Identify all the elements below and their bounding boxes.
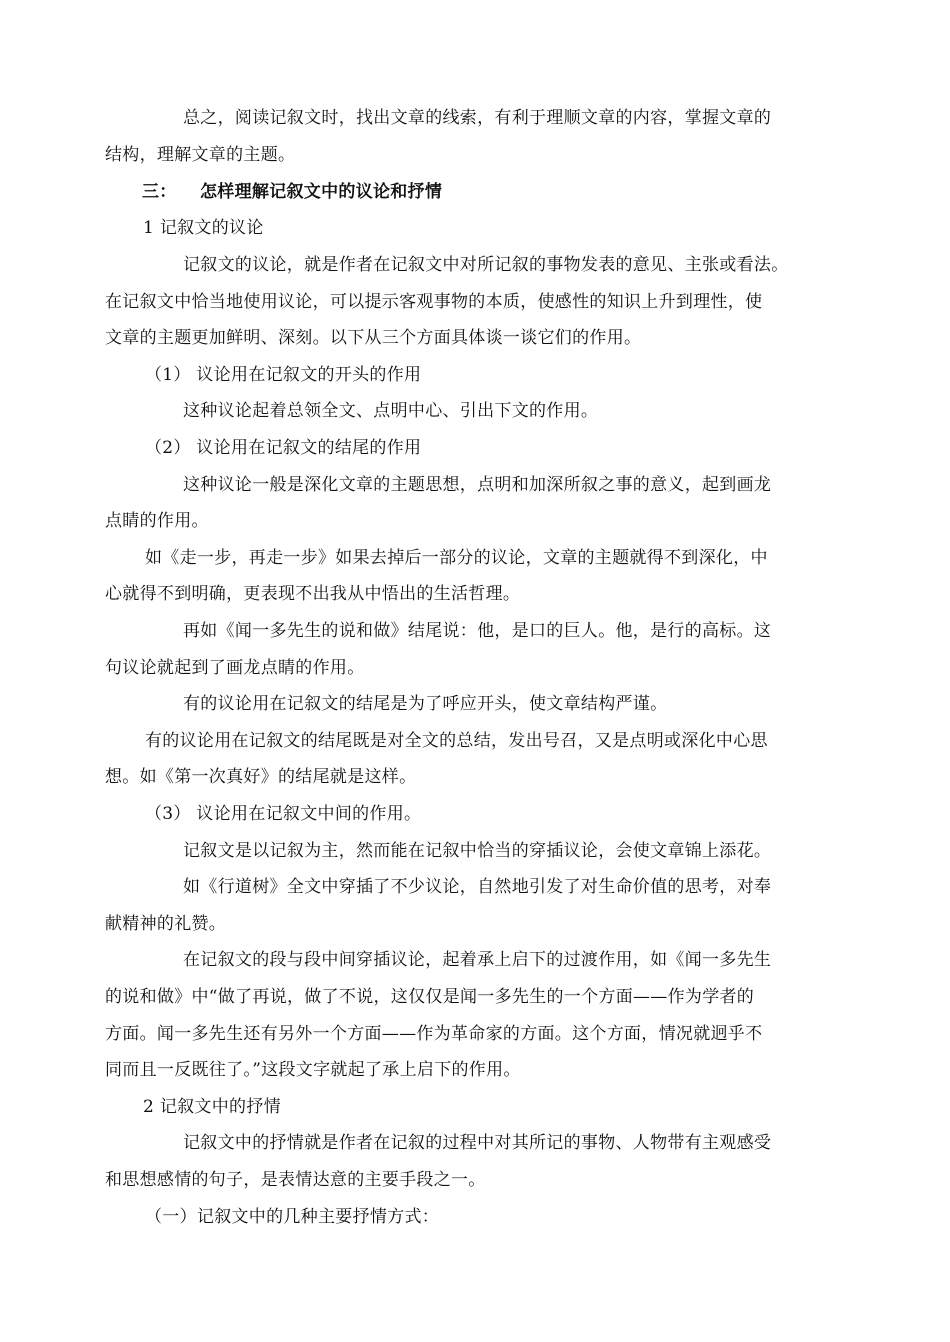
text-line: 记叙文是以记叙为主，然而能在记叙中恰当的穿插议论，会使文章锦上添花。	[183, 841, 772, 861]
text-line: 结构，理解文章的主题。	[105, 145, 296, 165]
text-line: 如《走一步，再走一步》如果去掉后一部分的议论，文章的主题就得不到深化，中	[145, 548, 768, 568]
text-line: 句议论就起到了画龙点睛的作用。	[105, 658, 365, 678]
text-line: 这种议论起着总领全文、点明中心、引出下文的作用。	[183, 401, 599, 421]
text-line: 献精神的礼赞。	[105, 914, 227, 934]
text-line: 文章的主题更加鲜明、深刻。以下从三个方面具体谈一谈它们的作用。	[105, 328, 642, 348]
text-line: 有的议论用在记叙文的结尾是为了呼应开头，使文章结构严谨。	[183, 694, 668, 714]
text-line: 记叙文的议论，就是作者在记叙文中对所记叙的事物发表的意见、主张或看法。	[183, 255, 789, 275]
point-heading: （一）记叙文中的几种主要抒情方式：	[145, 1207, 440, 1227]
text-line: 总之，阅读记叙文时，找出文章的线索，有利于理顺文章的内容，掌握文章的	[183, 108, 772, 128]
text-line: 和思想感情的句子，是表情达意的主要手段之一。	[105, 1170, 486, 1190]
subsection-heading: 1 记叙文的议论	[143, 218, 264, 238]
text-line: 在记叙文中恰当地使用议论，可以提示客观事物的本质，使感性的知识上升到理性，使	[105, 292, 763, 312]
point-heading: （2） 议论用在记叙文的结尾的作用	[145, 438, 422, 458]
text-line: 的说和做》中“做了再说，做了不说，这仅仅是闻一多先生的一个方面——作为学者的	[105, 987, 755, 1007]
text-line: 在记叙文的段与段中间穿插议论，起着承上启下的过渡作用，如《闻一多先生	[183, 950, 772, 970]
text-line: 心就得不到明确，更表现不出我从中悟出的生活哲理。	[105, 584, 521, 604]
text-line: 方面。闻一多先生还有另外一个方面——作为革命家的方面。这个方面，情况就迥乎不	[105, 1024, 763, 1044]
section-heading: 怎样理解记叙文中的议论和抒情	[200, 182, 443, 202]
text-line: 记叙文中的抒情就是作者在记叙的过程中对其所记的事物、人物带有主观感受	[183, 1133, 772, 1153]
text-line: 有的议论用在记叙文的结尾既是对全文的总结，发出号召，又是点明或深化中心思	[145, 731, 768, 751]
section-number: 三：	[142, 182, 177, 202]
text-line: 如《行道树》全文中穿插了不少议论，自然地引发了对生命价值的思考，对奉	[183, 877, 772, 897]
text-line: 同而且一反既往了。”这段文字就起了承上启下的作用。	[105, 1060, 521, 1080]
text-line: 这种议论一般是深化文章的主题思想，点明和加深所叙之事的意义，起到画龙	[183, 475, 772, 495]
subsection-heading: 2 记叙文中的抒情	[143, 1097, 281, 1117]
text-line: 想。如《第一次真好》的结尾就是这样。	[105, 767, 417, 787]
text-line: 再如《闻一多先生的说和做》结尾说：他，是口的巨人。他，是行的高标。这	[183, 621, 772, 641]
text-line: 点睛的作用。	[105, 511, 209, 531]
point-heading: （3） 议论用在记叙文中间的作用。	[145, 804, 422, 824]
point-heading: （1） 议论用在记叙文的开头的作用	[145, 365, 422, 385]
